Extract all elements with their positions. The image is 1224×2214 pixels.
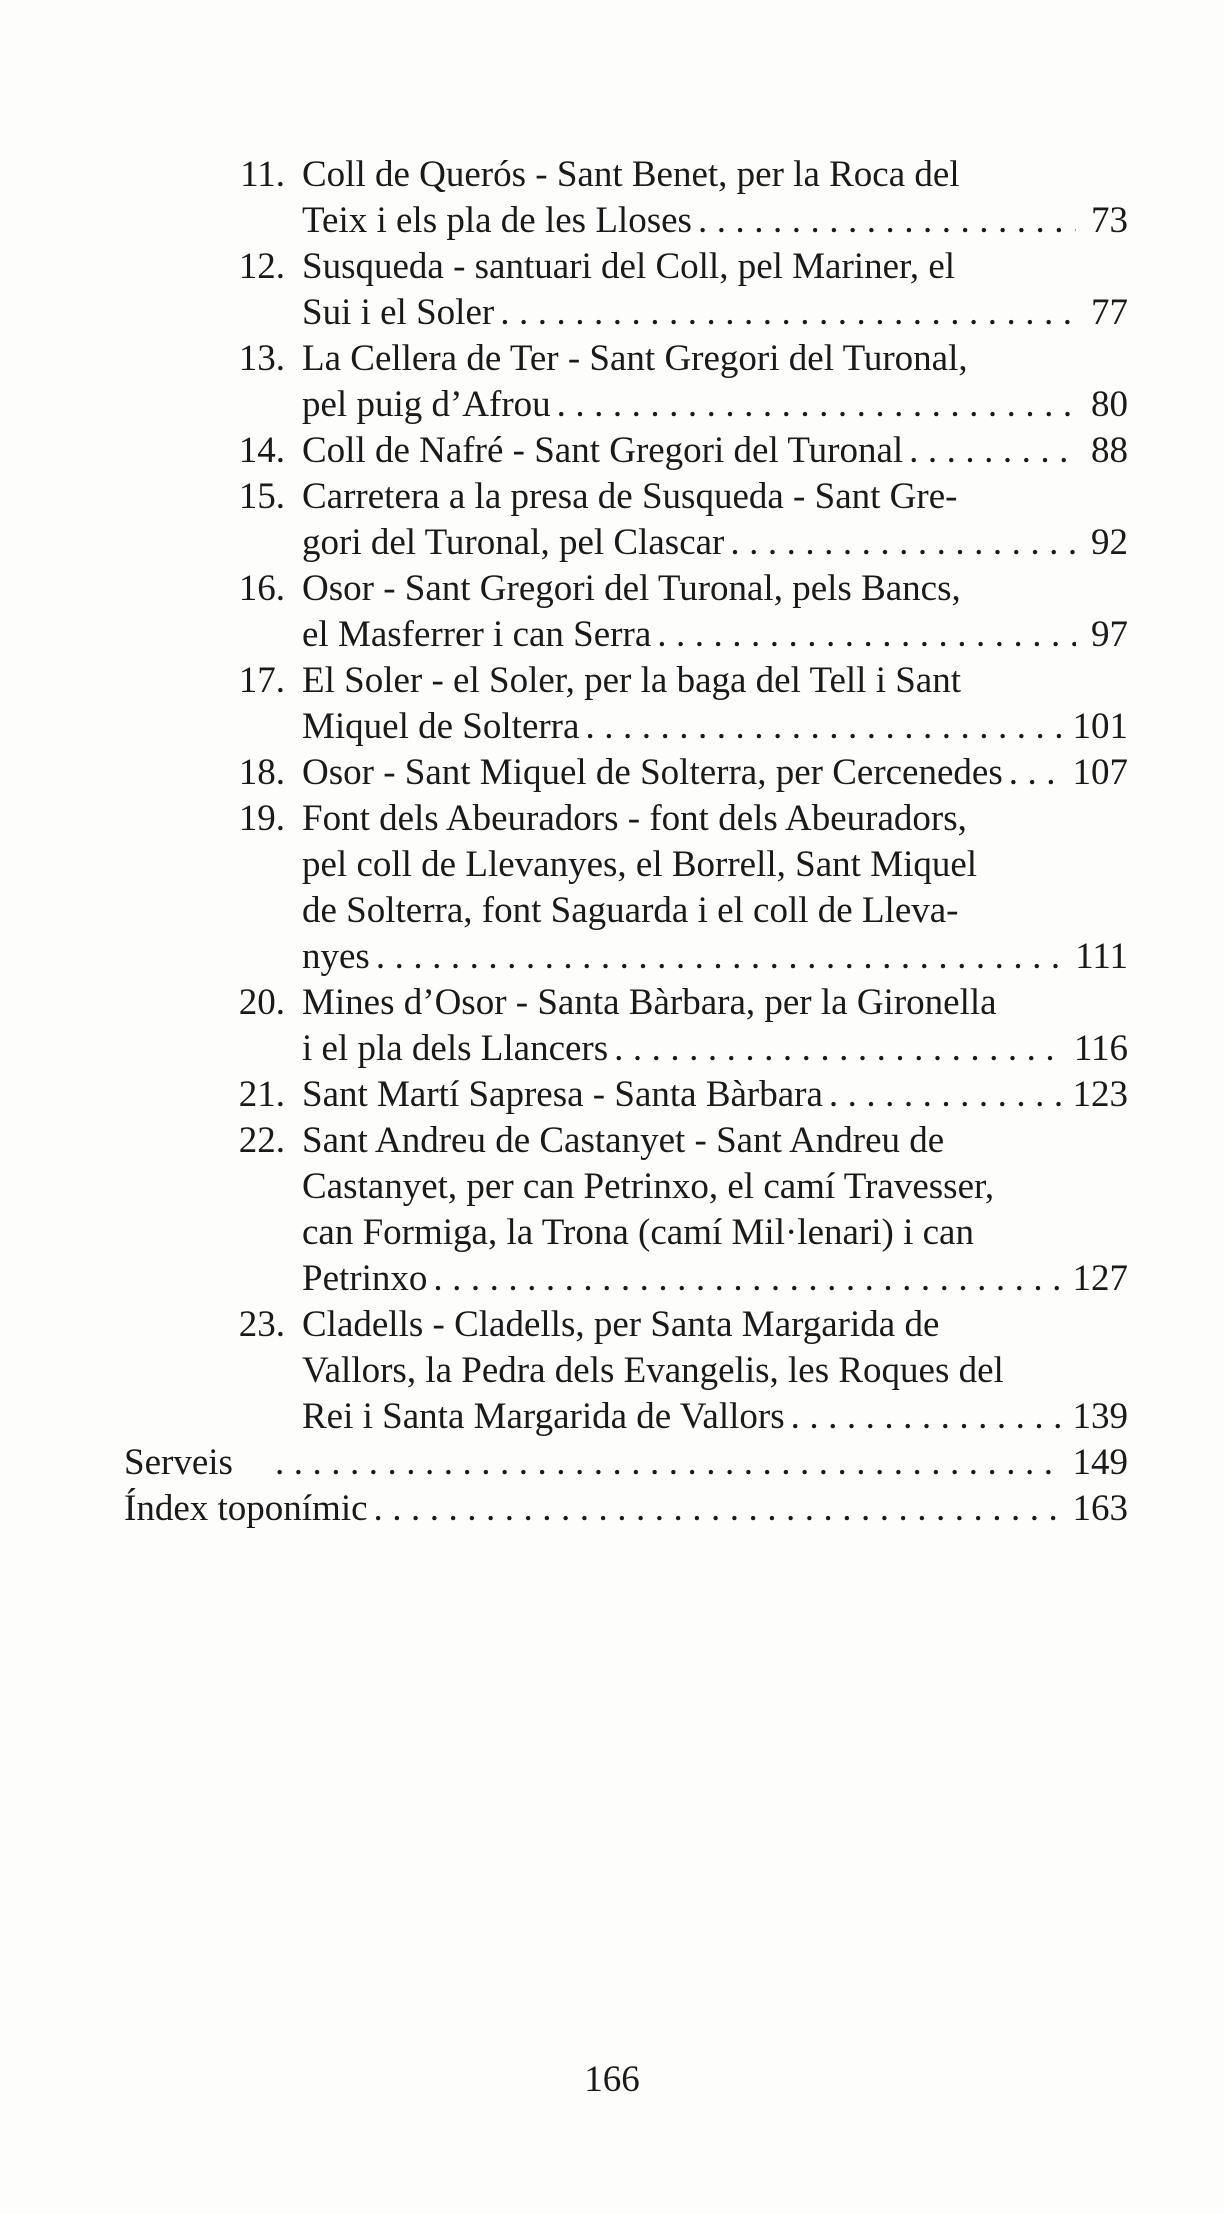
toc-entry-row [0, 704, 1224, 750]
dot-leader [829, 1072, 1065, 1118]
section-line [124, 1440, 1128, 1486]
entry-title: Sant Martí Sapresa - Santa Bàrbara [302, 1074, 823, 1115]
entry-line [302, 382, 1128, 428]
entry-title: La Cellera de Ter - Sant Gregori del Turonal, [302, 338, 968, 379]
toc-entry-row [0, 1394, 1224, 1440]
toc-entry-row [0, 566, 1224, 612]
dot-leader [791, 1394, 1065, 1440]
entry-line [302, 428, 1128, 474]
toc-entry-row [0, 428, 1224, 474]
entry-number: 15. [238, 476, 285, 517]
toc-entry-row [0, 336, 1224, 382]
entry-line [302, 1256, 1128, 1302]
toc-entry-row [0, 612, 1224, 658]
entry-page: 127 [1072, 1258, 1128, 1299]
toc-section-row [0, 1486, 1224, 1532]
toc-entry-row [0, 290, 1224, 336]
toc-entry-row [0, 1164, 1224, 1210]
toc-entry-row [0, 750, 1224, 796]
entry-title: Sant Andreu de Castanyet - Sant Andreu de [302, 1120, 945, 1161]
dot-leader [376, 934, 1067, 980]
toc-section-row [0, 1440, 1224, 1486]
entry-number: 14. [238, 430, 285, 471]
toc-entry-row [0, 198, 1224, 244]
toc-entry-row [0, 1026, 1224, 1072]
entry-title: can Formiga, la Trona (camí Mil·lenari) i can [302, 1212, 974, 1253]
table-of-contents [0, 152, 1224, 1532]
entry-line [302, 842, 1128, 888]
entry-number: 17. [238, 660, 285, 701]
toc-entry-row [0, 244, 1224, 290]
entry-page: 101 [1072, 706, 1128, 747]
entry-title: Teix i els pla de les Lloses [302, 200, 692, 241]
entry-line [302, 658, 1128, 704]
entry-number: 11. [240, 154, 285, 195]
entry-page: 77 [1091, 292, 1128, 333]
toc-entry-row [0, 1210, 1224, 1256]
entry-page: 123 [1072, 1074, 1128, 1115]
entry-title: Miquel de Solterra [302, 706, 580, 747]
entry-title: Vallors, la Pedra dels Evangelis, les Roques del [302, 1350, 1004, 1391]
entry-title: Font dels Abeuradors - font dels Abeuradors, [302, 798, 967, 839]
entry-line [302, 290, 1128, 336]
page-number: 166 [584, 2059, 640, 2100]
toc-entry-row [0, 658, 1224, 704]
entry-title: pel coll de Llevanyes, el Borrell, Sant Miquel [302, 844, 978, 885]
dot-leader [275, 1440, 1065, 1486]
entry-page: 73 [1091, 200, 1128, 241]
toc-entry-row [0, 1072, 1224, 1118]
entry-line [302, 796, 1128, 842]
dot-leader [698, 198, 1076, 244]
entry-title: Susqueda - santuari del Coll, pel Mariner, el [302, 246, 956, 287]
dot-leader [614, 1026, 1066, 1072]
entry-line [302, 750, 1128, 796]
toc-entry-row [0, 1118, 1224, 1164]
toc-entry-row [0, 888, 1224, 934]
entry-page: 116 [1073, 1028, 1128, 1069]
entry-number: 21. [238, 1074, 285, 1115]
entry-title: Coll de Nafré - Sant Gregori del Turonal [302, 430, 904, 471]
entry-title: gori del Turonal, pel Clascar [302, 522, 725, 563]
toc-entry-row [0, 520, 1224, 566]
dot-leader [909, 428, 1076, 474]
dot-leader [585, 704, 1064, 750]
entry-line [302, 1072, 1128, 1118]
toc-entry-row [0, 1302, 1224, 1348]
entry-title: Osor - Sant Gregori del Turonal, pels Bancs, [302, 568, 961, 609]
entry-line [302, 244, 1128, 290]
dot-leader [557, 382, 1076, 428]
entry-number: 12. [238, 246, 285, 287]
toc-entry-row [0, 842, 1224, 888]
toc-entry-row [0, 934, 1224, 980]
entry-line [302, 474, 1128, 520]
entry-line [302, 520, 1128, 566]
entry-page: 107 [1072, 752, 1128, 793]
section-page: 163 [1072, 1488, 1128, 1529]
entry-line [302, 336, 1128, 382]
entry-page: 97 [1091, 614, 1128, 655]
entry-title: Cladells - Cladells, per Santa Margarida de [302, 1304, 940, 1345]
entry-title: Carretera a la presa de Susqueda - Sant Gre- [302, 476, 958, 517]
entry-title: el Masferrer i can Serra [302, 614, 652, 655]
entry-line [302, 888, 1128, 934]
entry-line [302, 704, 1128, 750]
entry-page: 92 [1091, 522, 1128, 563]
entry-title: pel puig d’Afrou [302, 384, 551, 425]
entry-line [302, 1164, 1128, 1210]
entry-number: 22. [238, 1120, 285, 1161]
toc-entry-row [0, 382, 1224, 428]
entry-page: 111 [1075, 936, 1128, 977]
entry-line [302, 1348, 1128, 1394]
entry-number: 13. [238, 338, 285, 379]
dot-leader [374, 1486, 1065, 1532]
section-title: Serveis [124, 1442, 233, 1483]
entry-line [302, 980, 1128, 1026]
entry-line [302, 612, 1128, 658]
entry-number: 16. [238, 568, 285, 609]
entry-title: Petrinxo [302, 1258, 428, 1299]
entry-title: i el pla dels Llancers [302, 1028, 609, 1069]
entry-title: Castanyet, per can Petrinxo, el camí Travesser, [302, 1166, 995, 1207]
entry-number: 19. [238, 798, 285, 839]
entry-line [302, 566, 1128, 612]
entry-line [302, 1026, 1128, 1072]
entry-title: Osor - Sant Miquel de Solterra, per Cercenedes [302, 752, 1003, 793]
toc-entry-row [0, 796, 1224, 842]
entry-line [302, 1394, 1128, 1440]
entry-line [302, 198, 1128, 244]
entry-line [302, 934, 1128, 980]
dot-leader [500, 290, 1076, 336]
entry-line [302, 1302, 1128, 1348]
entry-number: 18. [238, 752, 285, 793]
section-line [124, 1486, 1128, 1532]
entry-title: Sui i el Soler [302, 292, 495, 333]
toc-entry-row [0, 1256, 1224, 1302]
entry-title: Coll de Querós - Sant Benet, per la Roca del [302, 154, 960, 195]
entry-page: 88 [1091, 430, 1128, 471]
toc-entry-row [0, 980, 1224, 1026]
toc-entry-row [0, 152, 1224, 198]
entry-number: 23. [238, 1304, 285, 1345]
entry-page: 80 [1091, 384, 1128, 425]
entry-title: Mines d’Osor - Santa Bàrbara, per la Gironella [302, 982, 997, 1023]
entry-title: El Soler - el Soler, per la baga del Tell i Sant [302, 660, 962, 701]
entry-title: de Solterra, font Saguarda i el coll de Lleva- [302, 890, 959, 931]
entry-line [302, 1118, 1128, 1164]
dot-leader [1009, 750, 1065, 796]
toc-entry-row [0, 1348, 1224, 1394]
toc-entry-row [0, 474, 1224, 520]
dot-leader [657, 612, 1076, 658]
entry-page: 139 [1072, 1396, 1128, 1437]
entry-title: Rei i Santa Margarida de Vallors [302, 1396, 785, 1437]
entry-line [302, 152, 1128, 198]
dot-leader [433, 1256, 1064, 1302]
entry-line [302, 1210, 1128, 1256]
entry-number: 20. [238, 982, 285, 1023]
section-title: Índex toponímic [124, 1488, 368, 1529]
section-page: 149 [1072, 1442, 1128, 1483]
entry-title: nyes [302, 936, 370, 977]
dot-leader [730, 520, 1076, 566]
